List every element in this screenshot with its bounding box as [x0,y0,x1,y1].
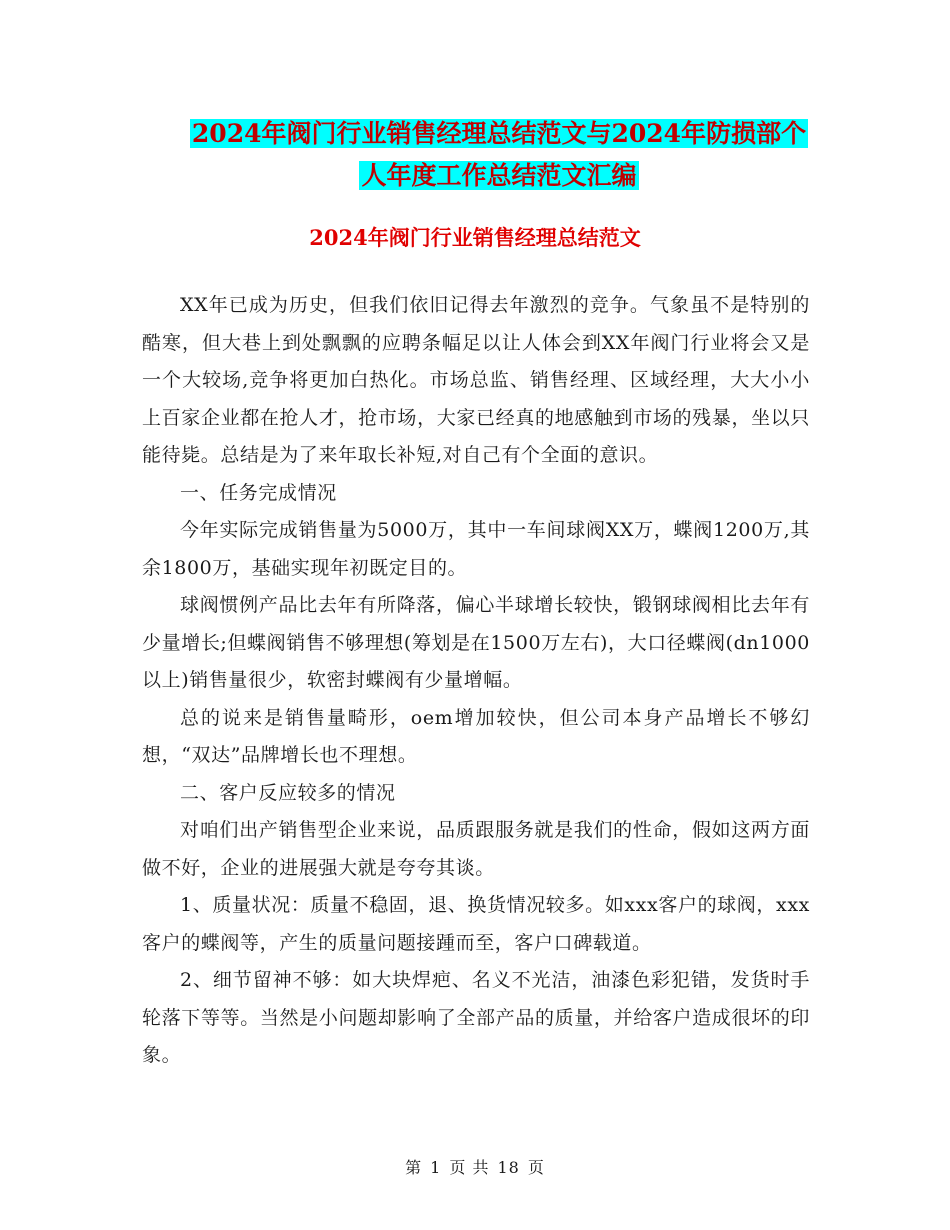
title-highlight-1: 2024年阀门行业销售经理总结范文与2024年防损部个 [191,119,807,148]
paragraph-sales-volume: 今年实际完成销售量为5000万，其中一车间球阀XX万，蝶阀1200万,其余1800万，基础实现年初既定目的。 [142,519,810,579]
footer-label-page: 第 [405,1158,423,1177]
paragraph-details: 2、细节留神不够：如大块焊疤、名义不光洁，油漆色彩犯错，发货时手轮落下等等。当然是小问题却影响了全部产品的质量，并给客户造成很坏的印象。 [142,969,810,1066]
paragraph-intro: XX年已成为历史，但我们依旧记得去年激烈的竞争。气象虽不是特别的酷寒，但大巷上到处飘飘的应聘条幅足以让人体会到XX年阀门行业将会又是一个大较场,竞争将更加白热化。市场总监、销售经理、区域经理，大大小小上百家企业都在抢人才，抢市场，大家已经真的地感触到市场的残暴，坐以只能待毙。总结是为了来年取长补短,对自己有个全面的意识。 [142,294,810,466]
paragraph-summary: 总的说来是销售量畸形，oem增加较快，但公司本身产品增长不够幻想，“双达”品牌增长也不理想。 [142,706,810,766]
document-title-line-1 [24,112,950,156]
footer-page-number: 1 [430,1158,442,1177]
footer-label-of: 页 共 [449,1158,490,1177]
heading-customer-feedback: 二、客户反应较多的情况 [180,781,396,804]
document-title-line-2 [24,154,950,198]
paragraph-quality-service: 对咱们出产销售型企业来说，品质跟服务就是我们的性命，假如这两方面做不好，企业的进展强大就是夸夸其谈。 [142,819,810,879]
section-title: 2024年阀门行业销售经理总结范文 [309,225,641,250]
footer-label-end: 页 [527,1158,545,1177]
heading-task-completion: 一、任务完成情况 [180,481,337,504]
paragraph-quality-status: 1、质量状况：质量不稳固，退、换货情况较多。如xxx客户的球阀，xxx客户的蝶阀等，产生的质量问题接踵而至，客户口碑载道。 [142,894,810,954]
paragraph-ball-valve: 球阀惯例产品比去年有所降落，偏心半球增长较快，锻钢球阀相比去年有少量增长;但蝶阀销售不够理想(筹划是在1500万左右)，大口径蝶阀(dn1000以上)销售量很少，软密封蝶阀有少量增幅。 [142,594,810,691]
title-highlight-2: 人年度工作总结范文汇编 [361,161,637,190]
page-footer [0,1155,950,1178]
document-body [142,287,810,1075]
footer-total-pages: 18 [497,1158,520,1177]
